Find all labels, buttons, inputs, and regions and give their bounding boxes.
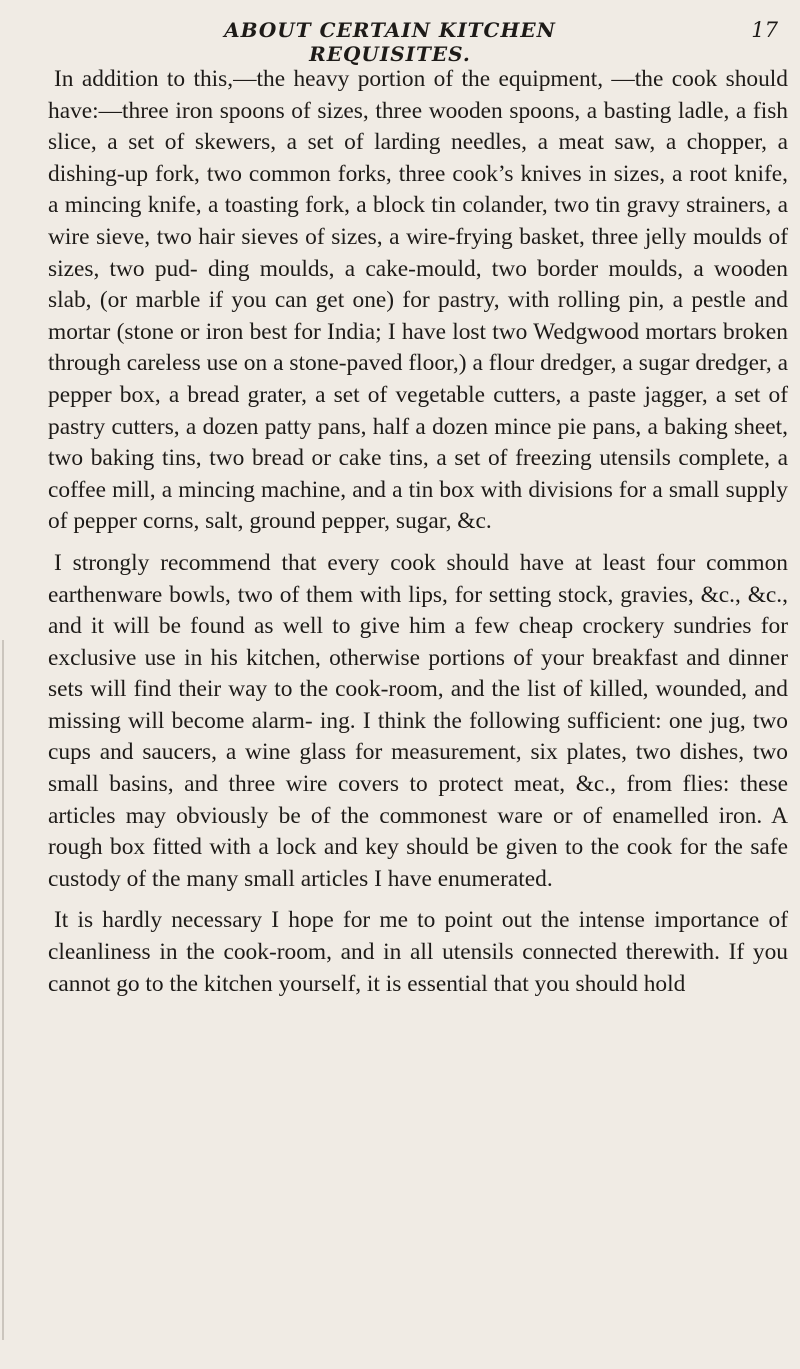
page-header [0,18,800,66]
page-body [48,64,788,1006]
page-number: 17 [751,18,778,42]
running-title: ABOUT CERTAIN KITCHEN REQUISITES. [224,18,556,66]
paragraph-cleanliness: It is hardly necessary I hope for me to point out the intense importance of cleanliness in the cook-room, and in all utensils connected therewith. If you cannot go to the kitchen yourself, it is essential that you should hold [48,907,788,997]
paragraph-crockery: I strongly recommend that every cook should have at least four common earthenware bowls, two of them with lips, for setting stock, gravies, &c., &c., and it will be found as well to give him a few cheap crockery sundries for exclusive use in his kitchen, otherwise portions of your breakfast and dinner sets will find their way to the cook-room, and the list of killed, wounded, and missing will become alarm- ing. I think the following sufficient: one jug, two cups and saucers, a wine glass for measurement, six plates, two dishes, two small basins, and three wire covers to protect meat, &c., from flies: these articles may obviously be of the commonest ware or of enamelled iron. A rough box fitted with a lock and key should be given to the cook for the safe custody of the many small articles I have enumerated. [48,549,788,892]
page-edge-shadow [2,640,4,1340]
paragraph-equipment-list: In addition to this,—the heavy portion of the equipment, —the cook should have:—three iron spoons of sizes, three wooden spoons, a basting ladle, a fish slice, a set of skewers, a set of larding needles, a meat saw, a chopper, a dishing-up fork, two common forks, three cook’s knives in sizes, a root knife, a mincing knife, a toasting fork, a block tin colander, two tin gravy strainers, a wire sieve, two hair sieves of sizes, a wire-frying basket, three jelly moulds of sizes, two pud- ding moulds, a cake-mould, two border moulds, a wooden slab, (or marble if you can get one) for pastry, with rolling pin, a pestle and mortar (stone or iron best for India; I have lost two Wedgwood mortars broken through careless use on a stone-paved floor,) a flour dredger, a sugar dredger, a pepper box, a bread grater, a set of vegetable cutters, a paste jagger, a set of pastry cutters, a dozen patty pans, half a dozen mince pie pans, a baking sheet, two baking tins, two bread or cake tins, a set of freezing utensils complete, a coffee mill, a mincing machine, and a tin box with divisions for a small supply of pepper corns, salt, ground pepper, sugar, &c. [48,66,788,535]
